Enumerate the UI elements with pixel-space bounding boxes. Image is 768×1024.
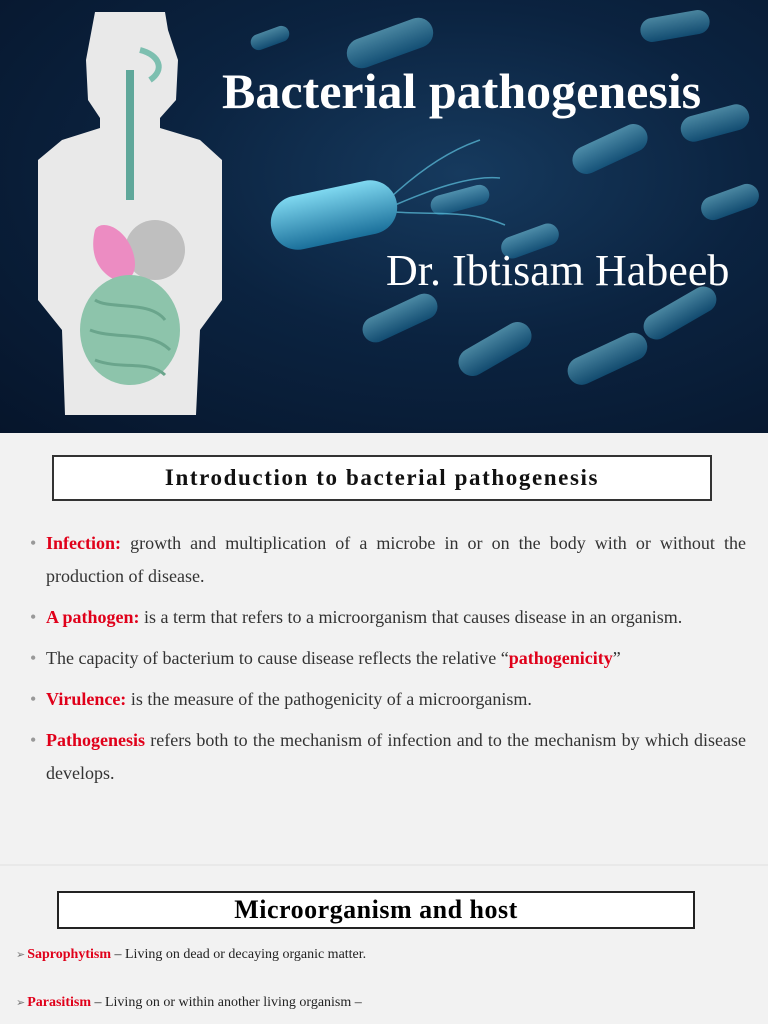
intro-heading-box (52, 455, 712, 501)
host-heading: Microorganism and host (234, 895, 518, 924)
author-name: Dr. Ibtisam Habeeb (386, 246, 730, 295)
definition-pathogenesis: refers both to the mechanism of infection and to the mechanism by which disease develops. (46, 730, 746, 783)
bullet-pathogenicity (30, 642, 746, 675)
bullet-dot: • (30, 648, 37, 668)
pathogenicity-suffix: ” (612, 648, 621, 668)
arrow-bullet-icon: ➢ (16, 949, 26, 961)
host-slide (0, 866, 768, 1024)
definition-saprophytism: – Living on dead or decaying organic matter. (111, 947, 367, 962)
host-heading-box (57, 891, 695, 929)
arrow-bullet-icon: ➢ (16, 997, 26, 1009)
bullet-pathogen (30, 601, 746, 634)
title-slide (0, 0, 768, 433)
bullet-dot: • (30, 607, 37, 627)
term-parasitism: Parasitism (27, 995, 91, 1010)
item-saprophytism (16, 947, 366, 963)
term-pathogen: A pathogen: (46, 607, 140, 627)
term-virulence: Virulence: (46, 689, 127, 709)
term-pathogenicity: pathogenicity (508, 648, 613, 668)
bullet-dot: • (30, 689, 37, 709)
definition-virulence: is the measure of the pathogenicity of a microorganism. (126, 689, 532, 709)
human-anatomy-figure (38, 12, 222, 415)
definition-pathogen: is a term that refers to a microorganism that causes disease in an organism. (139, 607, 683, 627)
bullet-infection (30, 527, 746, 593)
intro-slide (0, 433, 768, 864)
bullet-virulence (30, 683, 746, 716)
bullet-pathogenesis (30, 724, 746, 790)
term-infection: Infection: (46, 533, 121, 553)
bullet-dot: • (30, 533, 37, 553)
term-saprophytism: Saprophytism (27, 947, 111, 962)
bullet-dot: • (30, 730, 37, 750)
definition-parasitism: – Living on or within another living organism – (90, 995, 362, 1010)
intro-heading: Introduction to bacterial pathogenesis (164, 465, 600, 490)
item-parasitism (16, 995, 362, 1011)
definition-infection: growth and multiplication of a microbe in or on the body with or without the production of disease. (46, 533, 746, 586)
pathogenicity-prefix: The capacity of bacterium to cause disease reflects the relative “ (46, 648, 509, 668)
term-pathogenesis: Pathogenesis (46, 730, 145, 750)
slide-title: Bacterial pathogenesis (222, 63, 702, 119)
intro-bullet-list (30, 527, 746, 798)
